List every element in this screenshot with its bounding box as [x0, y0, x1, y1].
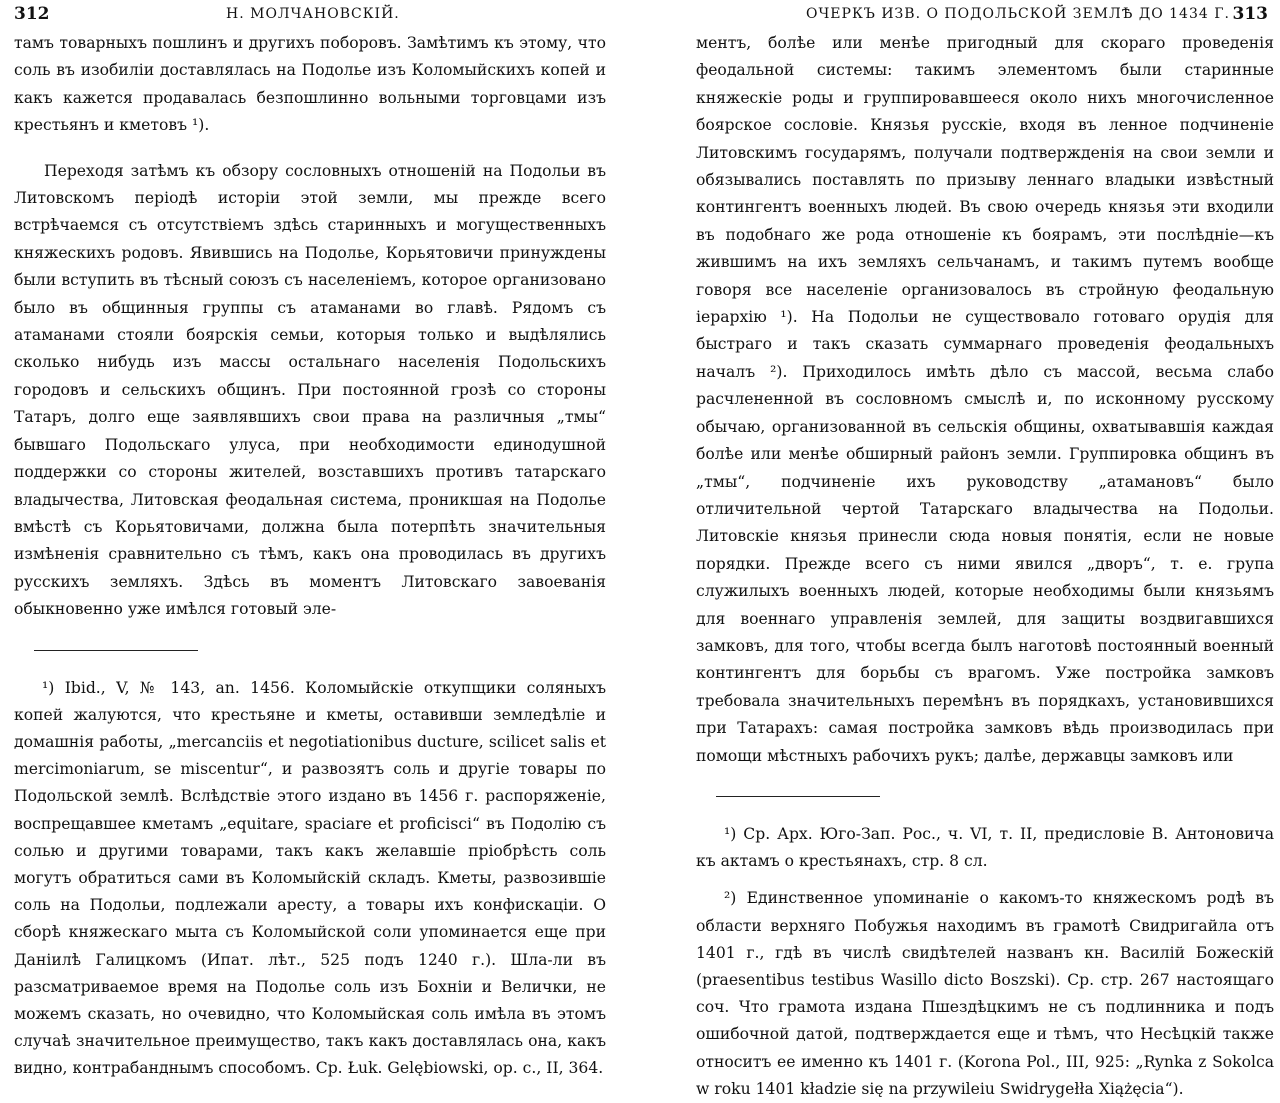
left-page	[0, 0, 628, 1078]
page-number: 312	[14, 4, 50, 24]
page-header	[14, 4, 606, 30]
running-head: ОЧЕРКЪ ИЗВ. О ПОДОЛЬСКОЙ ЗЕМЛѢ ДО 1434 Г.	[806, 6, 1230, 22]
body-text	[14, 30, 606, 624]
footnote: ¹) Ср. Арх. Юго-Зап. Рос., ч. VI, т. II, предисловіе В. Антоновича къ актамъ о крестьянахъ, стр. 8 сл.	[696, 824, 1274, 871]
footnotes	[696, 821, 1274, 1103]
footnote: ¹) Ibid., V, № 143, an. 1456. Коломыйскіе откупщики соляныхъ копей жалуются, что крестьяне и кметы, оставивши земледѣліе и домашнія работы, „mercanciis et negotiationibus ducture, scilicet salis et mercimoniarum, se miscentur“, и развозятъ соль и другіе товары по Подольской землѣ. Вслѣдствіе этого издано въ 1456 г. распоряженіе, воспрещавшее кметамъ „equitare, spaciare et proficisci“ въ Подолію съ солью и другими товарами, такъ какъ желавшіе пріобрѣсть соль могутъ обратиться сами въ Коломыйскій складъ. Кметы, развозившіе соль на Подольи, подлежали аресту, а товары ихъ конфискаціи. О сборѣ княжескаго мыта съ Коломыйской соли упоминается еще при Даніилѣ Галицкомъ (Ипат. лѣт., 525 подъ 1240 г.). Шла-ли въ разсматриваемое время на Подолье соль изъ Бохніи и Велички, не можемъ сказать, но очевидно, что Коломыйская соль имѣла въ этомъ случаѣ значительное преимущество, такъ какъ доставлялась она, какъ видно, контрабанднымъ способомъ. Ср. Łuk. Gelębiowski, op. c., II, 364.	[14, 678, 606, 1078]
footnote-rule	[716, 796, 880, 797]
paragraph: тамъ товарныхъ пошлинъ и другихъ поборовъ. Замѣтимъ къ этому, что соль въ изобиліи доставлялась на Подолье изъ Коломыйскихъ копей и какъ кажется продавалась безпошлинно вольными торговцами изъ крестьянъ и кметовъ ¹).	[14, 34, 606, 135]
page-number: 313	[1232, 4, 1268, 24]
page-header	[696, 4, 1274, 30]
footnote-rule	[34, 650, 198, 651]
footnotes	[14, 675, 606, 1083]
footnote: ²) Единственное упоминаніе о какомъ-то княжескомъ родѣ въ области верхняго Побужья находимъ въ грамотѣ Свидригайла отъ 1401 г., гдѣ въ числѣ свидѣтелей названъ кн. Василій Божескій (praesentibus testibus Wasillo dicto Boszski). Ср. стр. 267 настоящаго соч. Что грамота издана Пшездѣцкимъ не съ подлинника и подъ ошибочной датой, подтверждается еще и тѣмъ, что Несѣцкій также относитъ ее именно къ 1401 г. (Korona Pol., III, 925: „Rynka z Sokolca w roku 1401 kładzie się na przywileiu Swidrygełła Xiążęcia“).	[696, 889, 1274, 1098]
right-page	[652, 0, 1280, 1098]
paragraph: Переходя затѣмъ къ обзору сословныхъ отношеній на Подольи въ Литовскомъ періодѣ исторіи этой земли, мы прежде всего встрѣчаемся съ отсутствіемъ здѣсь старинныхъ и могущественныхъ княжескихъ родовъ. Явившись на Подолье, Корьятовичи принуждены были вступить въ тѣсный союзъ съ населеніемъ, которое организовано было въ общинныя группы съ атаманами во главѣ. Рядомъ съ атаманами стояли боярскія семьи, которыя только и выдѣлялись сколько нибудь изъ массы остальнаго населенія Подольскихъ городовъ и сельскихъ общинъ. При постоянной грозѣ со стороны Татаръ, долго еще заявлявшихъ свои права на различныя „тмы“ бывшаго Подольскаго улуса, при необходимости единодушной поддержки со стороны жителей, возставшихъ противъ татарскаго владычества, Литовская феодальная система, проникшая на Подолье вмѣстѣ съ Корьятовичами, должна была потерпѣть значительныя измѣненія сравнительно съ тѣмъ, какъ она проводилась въ другихъ русскихъ земляхъ. Здѣсь въ моментъ Литовскаго завоеванія обыкновенно уже имѣлся готовый эле-	[14, 161, 606, 619]
running-head: Н. МОЛЧАНОВСКІЙ.	[226, 6, 400, 22]
paragraph: ментъ, болѣе или менѣе пригодный для скораго проведенія феодальной системы: такимъ элементомъ были старинные княжескіе роды и группировавшееся около нихъ многочисленное боярское сословіе. Князья русскіе, входя въ ленное подчиненіе Литовскимъ государямъ, получали подтвержденія на свои земли и обязывались поставлять по призыву леннаго владыки извѣстный контингентъ военныхъ людей. Въ свою очередь князья эти входили въ подобнаго же рода отношеніе къ боярамъ, эти послѣдніе—къ жившимъ на ихъ земляхъ сельчанамъ, и такимъ путемъ вообще говоря все населеніе организовалось въ стройную феодальную іерархію ¹). На Подольи не существовало готоваго орудія для быстраго и такъ сказать суммарнаго проведенія феодальныхъ началъ ²). Приходилось имѣть дѣло съ массой, весьма слабо расчлененной въ сословномъ смыслѣ и, по исконному русскому обычаю, организованной въ сельскія общины, охватывавшія каждая болѣе или менѣе обширный районъ земли. Группировка общинъ въ „тмы“, подчиненіе ихъ руководству „атамановъ“ было отличительной чертой Татарскаго владычества на Подольи. Литовскіе князья принесли сюда новыя понятія, если не новые порядки. Прежде всего съ ними явился „дворъ“, т. е. група служилыхъ военныхъ людей, которые необходимы были князьямъ для военнаго управленія землей, для защиты воздвигавшихся замковъ, для того, чтобы всегда былъ наготовѣ постоянный военный контингентъ для борьбы съ врагомъ. Уже постройка замковъ требовала значительныхъ перемѣнъ въ порядкахъ, установившихся при Татарахъ: самая постройка замковъ вѣдь производилась при помощи мѣстныхъ рабочихъ рукъ; далѣе, державцы замковъ или	[696, 34, 1274, 765]
body-text	[696, 30, 1274, 770]
